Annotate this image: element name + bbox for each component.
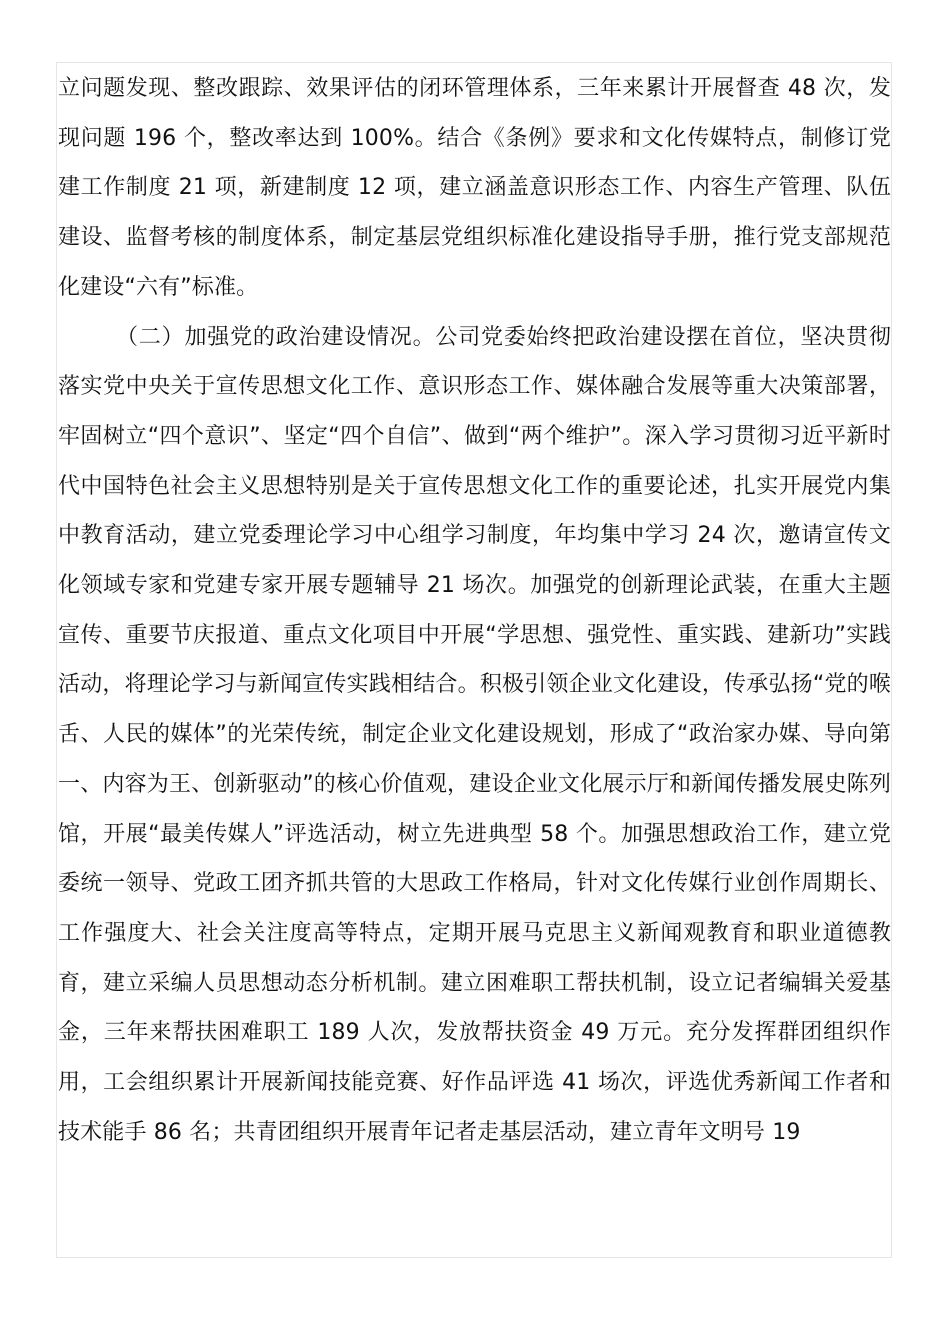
document-body [58, 64, 891, 1157]
paragraph-political-construction: （二）加强党的政治建设情况。公司党委始终把政治建设摆在首位，坚决贯彻落实党中央关于宣传思想文化工作、意识形态工作、媒体融合发展等重大决策部署，牢固树立“四个意识”、坚定“四个自信”、做到“两个维护”。深入学习贯彻习近平新时代中国特色社会主义思想特别是关于宣传思想文化工作的重要论述，扎实开展党内集中教育活动，建立党委理论学习中心组学习制度，年均集中学习 24 次，邀请宣传文化领域专家和党建专家开展专题辅导 21 场次。加强党的创新理论武装，在重大主题宣传、重要节庆报道、重点文化项目中开展“学思想、强党性、重实践、建新功”实践活动，将理论学习与新闻宣传实践相结合。积极引领企业文化建设，传承弘扬“党的喉舌、人民的媒体”的光荣传统，制定企业文化建设规划，形成了“政治家办媒、导向第一、内容为王、创新驱动”的核心价值观，建设企业文化展示厅和新闻传播发展史陈列馆，开展“最美传媒人”评选活动，树立先进典型 58 个。加强思想政治工作，建立党委统一领导、党政工团齐抓共管的大思政工作格局，针对文化传媒行业创作周期长、工作强度大、社会关注度高等特点，定期开展马克思主义新闻观教育和职业道德教育，建立采编人员思想动态分析机制。建立困难职工帮扶机制，设立记者编辑关爱基金，三年来帮扶困难职工 189 人次，发放帮扶资金 49 万元。充分发挥群团组织作用，工会组织累计开展新闻技能竞赛、好作品评选 41 场次，评选优秀新闻工作者和技术能手 86 名；共青团组织开展青年记者走基层活动，建立青年文明号 19 [58, 324, 891, 1145]
paragraph-continued: 立问题发现、整改跟踪、效果评估的闭环管理体系，三年来累计开展督查 48 次，发现问题 196 个，整改率达到 100%。结合《条例》要求和文化传媒特点，制修订党建工作制度 21 项，新建制度 12 项，建立涵盖意识形态工作、内容生产管理、队伍建设、监督考核的制度体系，制定基层党组织标准化建设指导手册，推行党支部规范化建设“六有”标准。 [58, 76, 891, 300]
